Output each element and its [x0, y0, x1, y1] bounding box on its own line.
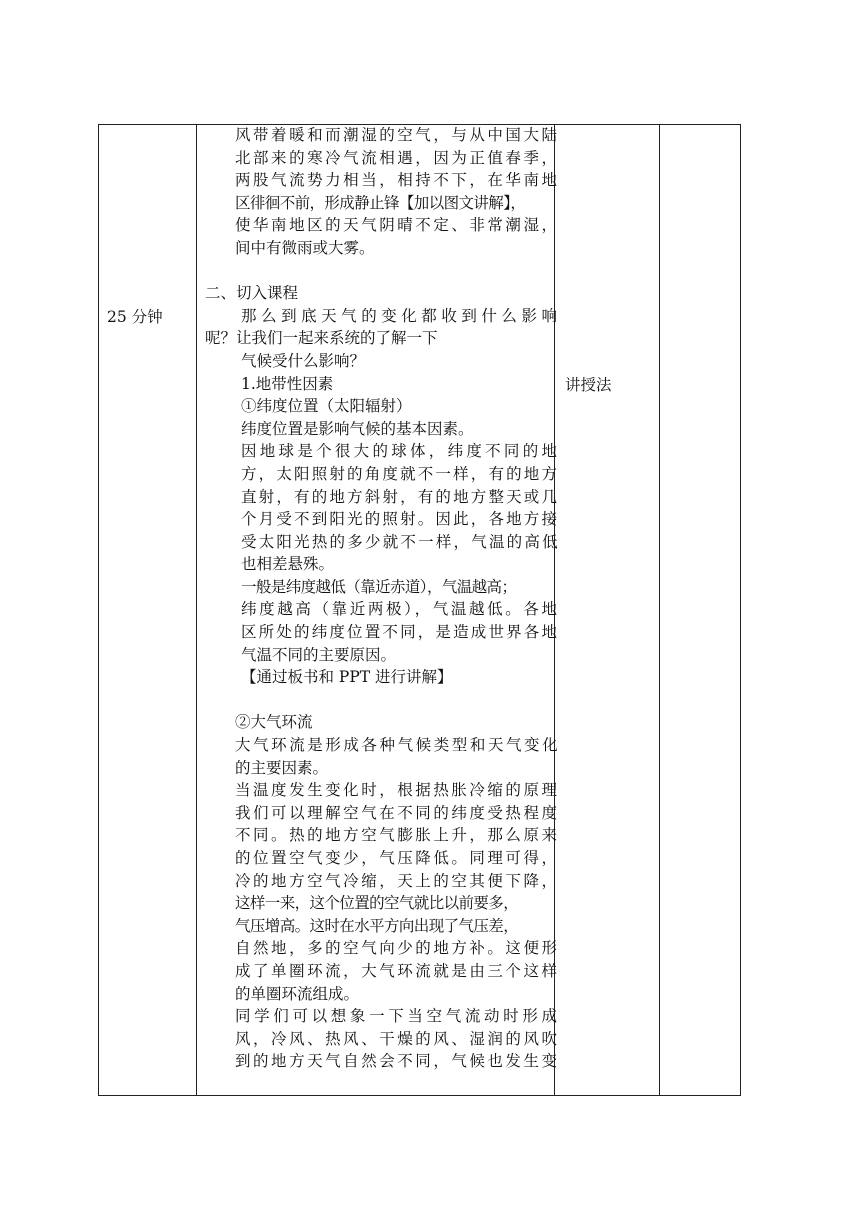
teaching-method-cell: 讲授法 — [565, 376, 612, 394]
content-line: 那么到底天气的变化都收到什么影响 — [241, 306, 557, 325]
content-line: 风带着暖和而潮湿的空气，与从中国大陆 — [235, 126, 557, 144]
content-line: 成了单圈环流，大气环流就是由三个这样 — [235, 961, 557, 980]
column-divider — [659, 125, 660, 1095]
content-line: 冷的地方空气冷缩，天上的空其便下降， — [235, 871, 557, 890]
content-line: 自然地，多的空气向少的地方补。这便形 — [235, 939, 557, 958]
content-line: 呢？让我们一起来系统的了解一下 — [205, 329, 438, 348]
content-line: 气候受什么影响？ — [241, 351, 366, 370]
content-line: 不同。热的地方空气膨胀上升，那么原来 — [235, 826, 557, 845]
time-cell: 25 分钟 — [107, 308, 163, 326]
content-line: 北部来的寒冷气流相遇，因为正值春季， — [235, 148, 557, 167]
lesson-content-cell — [205, 124, 557, 1073]
content-line: 大气环流是形成各种气候类型和天气变化 — [235, 736, 557, 755]
subsection-heading: ②大气环流 — [235, 713, 313, 732]
content-line: 的位置空气变少，气压降低。同理可得， — [235, 849, 557, 867]
content-line: 直射，有的地方斜射，有的地方整天或几 — [241, 487, 557, 506]
content-line: 风，冷风、热风、干燥的风、湿润的风吹 — [235, 1029, 557, 1048]
subsection-heading: ①纬度位置（太阳辐射） — [241, 397, 412, 416]
content-line: 我们可以理解空气在不同的纬度受热程度 — [235, 803, 557, 822]
content-line: 气压增高。这时在水平方向出现了气压差， — [235, 916, 519, 935]
content-line: 因地球是个很大的球体，纬度不同的地 — [241, 442, 557, 461]
content-line: 当温度发生变化时，根据热胀冷缩的原理 — [235, 781, 557, 800]
content-line: 方，太阳照射的角度就不一样，有的地方 — [241, 464, 557, 483]
content-line: 同学们可以想象一下当空气流动时形成 — [235, 1007, 557, 1026]
content-line: 的主要因素。 — [235, 758, 329, 777]
blank-line — [205, 260, 557, 283]
content-line: 气温不同的主要原因。 — [241, 645, 397, 664]
subsection-heading: 1.地带性因素 — [241, 374, 334, 393]
content-line: 纬度越高（靠近两极），气温越低。各地 — [241, 600, 557, 619]
content-line: 区徘徊不前，形成静止锋【加以图文讲解】， — [235, 193, 526, 212]
content-line: 一般是纬度越低（靠近赤道），气温越高； — [241, 577, 517, 596]
content-line: 【通过板书和 PPT 进行讲解】 — [241, 668, 453, 687]
content-line: 这样一来，这个位置的空气就比以前要多， — [235, 894, 519, 913]
content-line: 纬度位置是影响气候的基本因素。 — [241, 419, 474, 438]
content-line: 个月受不到阳光的照射。因此，各地方接 — [241, 510, 557, 529]
content-line: 也相差悬殊。 — [241, 555, 335, 574]
content-line: 到的地方天气自然会不同，气候也发生变 — [235, 1052, 557, 1071]
content-line: 受太阳光热的多少就不一样，气温的高低 — [241, 532, 557, 551]
section-heading: 二、切入课程 — [205, 284, 299, 303]
content-line: 使华南地区的天气阴晴不定、非常潮湿， — [235, 216, 557, 235]
lesson-plan-table — [98, 124, 741, 1096]
content-line: 间中有微雨或大雾。 — [235, 238, 375, 257]
content-line: 的单圈环流组成。 — [235, 984, 360, 1003]
blank-line — [205, 689, 557, 712]
content-line: 两股气流势力相当，相持不下，在华南地 — [235, 171, 557, 190]
column-divider — [196, 125, 197, 1095]
content-line: 区所处的纬度位置不同，是造成世界各地 — [241, 623, 557, 642]
